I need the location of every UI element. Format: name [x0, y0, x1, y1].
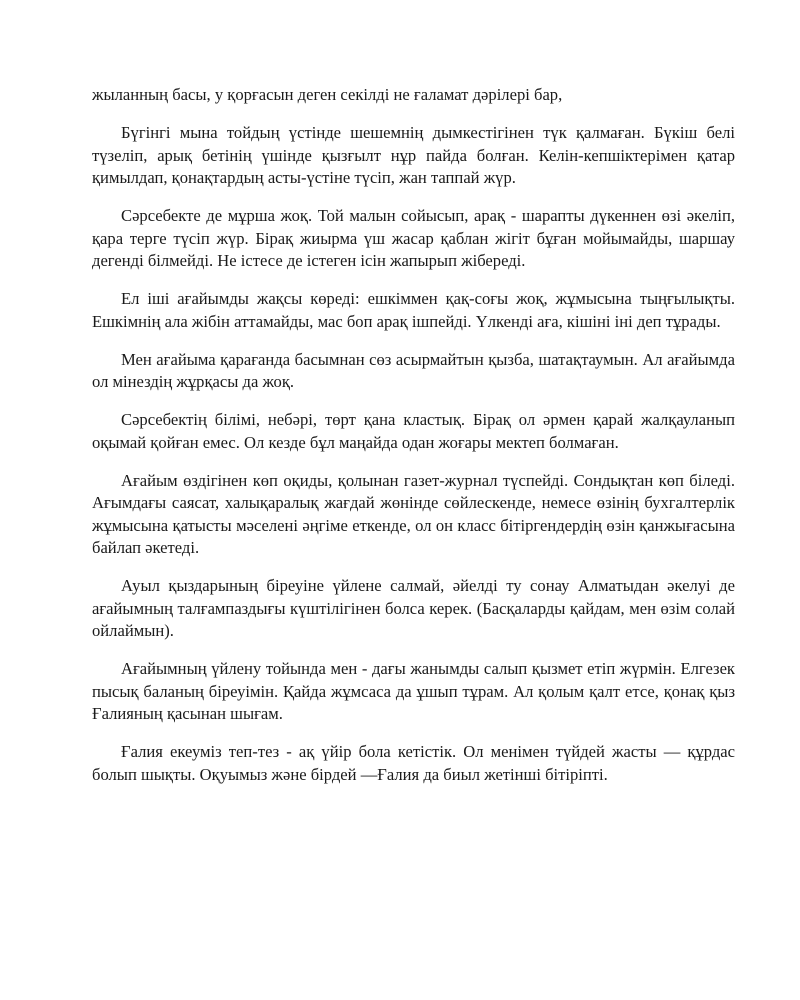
paragraph-3: Сәрсебекте де мұрша жоқ. Той малын сойысып, арақ - шарапты дүкеннен өзі әкеліп, қара терге түсіп жүр. Бірақ жиырма үш жасар қаблан жігіт бұған мойымайды, шаршау дегенді білмейді. Не істесе де істеген ісін жапырып жібереді. [92, 206, 735, 270]
paragraph-6: Сәрсебектің білімі, небәрі, төрт қана кластық. Бірақ ол әрмен қарай жалқауланып оқымай қойған емес. Ол кезде бұл маңайда одан жоғары мектеп болмаған. [92, 410, 735, 452]
paragraph-7: Ағайым өздігінен көп оқиды, қолынан газет-журнал түспейді. Сондықтан көп біледі. Ағымдағы саясат, халықаралық жағдай жөнінде сөйлескенде, немесе өзінің бухгалтерлік жұмысына қатысты мәселені әңгіме еткенде, ол он класс бітіргендердің өзін қанжығасына байлап әкетеді. [92, 470, 735, 557]
paragraph-8: Ауыл қыздарының біреуіне үйлене салмай, әйелді ту сонау Алматыдан әкелуі де ағайымның талғампаздығы күштілігінен болса керек. (Басқаларды қайдам, мен өзім солай ойлаймын). [92, 576, 735, 640]
paragraph-5: Мен ағайыма қарағанда басымнан сөз асырмайтын қызба, шатақтаумын. Ал ағайымда ол мінездің жұрқасы да жоқ. [92, 349, 735, 391]
paragraph-2: Бүгінгі мына тойдың үстінде шешемнің дымкестігінен түк қалмаған. Бүкіш белі түзеліп, арық бетінің үшінде қызғылт нұр пайда болған. Келін-кепшіктерімен қатар қимылдап, қонақтардың асты-үстіне түсіп, жан таппай жүр. [92, 123, 735, 187]
paragraph-4: Ел іші ағайымды жақсы көреді: ешкіммен қақ-соғы жоқ, жұмысына тыңғылықты. Ешкімнің ала жібін аттамайды, мас боп арақ ішпейді. Үлкенді аға, кішіні іні деп тұрады. [92, 289, 735, 331]
paragraph-10: Ғалия екеуміз теп-тез - ақ үйір бола кетістік. Ол менімен түйдей жасты — құрдас болып шықты. Оқуымыз және бірдей —Ғалия да биыл жетінші бітіріпті. [92, 742, 735, 784]
paragraph-9: Ағайымның үйлену тойында мен - дағы жанымды салып қызмет етіп жүрмін. Елгезек пысық баланың біреуімін. Қайда жұмсаса да ұшып тұрам. Ал қолым қалт етсе, қонақ қыз Ғалияның қасынан шығам. [92, 659, 735, 723]
paragraph-1: жыланның басы, у қорғасын деген секілді не ғаламат дәрілері бар, [92, 85, 563, 104]
document-page [92, 84, 735, 802]
